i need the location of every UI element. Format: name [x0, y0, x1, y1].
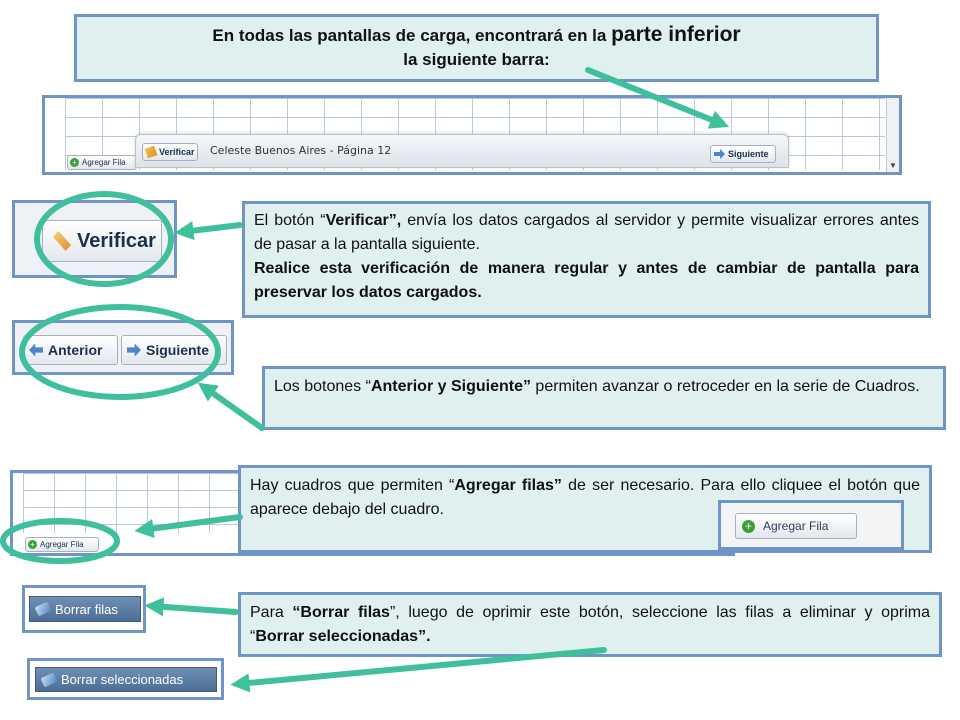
- arrow-to-verificar: [182, 225, 240, 232]
- arrow-to-agregar-fila: [142, 517, 240, 530]
- arrow-to-nav-buttons: [204, 387, 262, 428]
- borrar-filas-button[interactable]: Borrar filas: [29, 596, 141, 622]
- arrow-to-borrar-seleccionadas: [238, 650, 604, 684]
- highlight-nav-buttons: [22, 307, 218, 397]
- add-icon: +: [742, 520, 755, 533]
- arrow-to-siguiente: [588, 70, 722, 124]
- verificar-large-button[interactable]: Verificar: [42, 220, 162, 262]
- siguiente-large-button[interactable]: Siguiente: [121, 335, 227, 365]
- add-icon: +: [70, 158, 79, 167]
- borrar-seleccionadas-button[interactable]: Borrar seleccionadas: [35, 667, 217, 692]
- anterior-button[interactable]: Anterior: [23, 335, 118, 365]
- verificar-description: El botón “Verificar”, envía los datos cargados al servidor y permite visualizar errores antes de pasar a la pantalla siguiente.: [254, 212, 920, 253]
- agregar-fila-large-button[interactable]: + Agregar Fila: [735, 513, 857, 539]
- title-line-2: la siguiente barra:: [403, 50, 550, 69]
- page-indicator: Celeste Buenos Aires - Página 12: [210, 144, 392, 157]
- bar-example-scrollbar[interactable]: ▼: [886, 98, 899, 172]
- verificar-button[interactable]: Verificar: [142, 143, 198, 161]
- agregar-fila-small-button[interactable]: + Agregar Fila: [25, 537, 99, 552]
- highlight-verificar: [37, 194, 171, 284]
- borrar-description: Para “Borrar filas”, luego de oprimir este botón, seleccione las filas a eliminar y oprima “Borrar seleccionadas”.: [250, 604, 930, 645]
- verificar-advice: Realice esta verificación de manera regular y antes de cambiar de pantalla para preservar los datos cargados.: [254, 260, 919, 301]
- nav-description: Los botones “Anterior y Siguiente” permiten avanzar o retroceder en la serie de Cuadros.: [274, 378, 920, 395]
- highlight-agregar-fila: [3, 521, 117, 561]
- add-icon: +: [28, 540, 37, 549]
- arrow-to-borrar-filas: [152, 606, 236, 612]
- title-line-1: En todas las pantallas de carga, encontrará en la parte inferior: [212, 23, 741, 46]
- agregar-description: Hay cuadros que permiten “Agregar filas” de ser necesario. Para ello cliquee el botón que aparece debajo del cuadro.: [250, 477, 921, 518]
- agregar-fila-small-button[interactable]: + Agregar Fila: [67, 155, 137, 170]
- siguiente-button[interactable]: Siguiente: [710, 145, 776, 163]
